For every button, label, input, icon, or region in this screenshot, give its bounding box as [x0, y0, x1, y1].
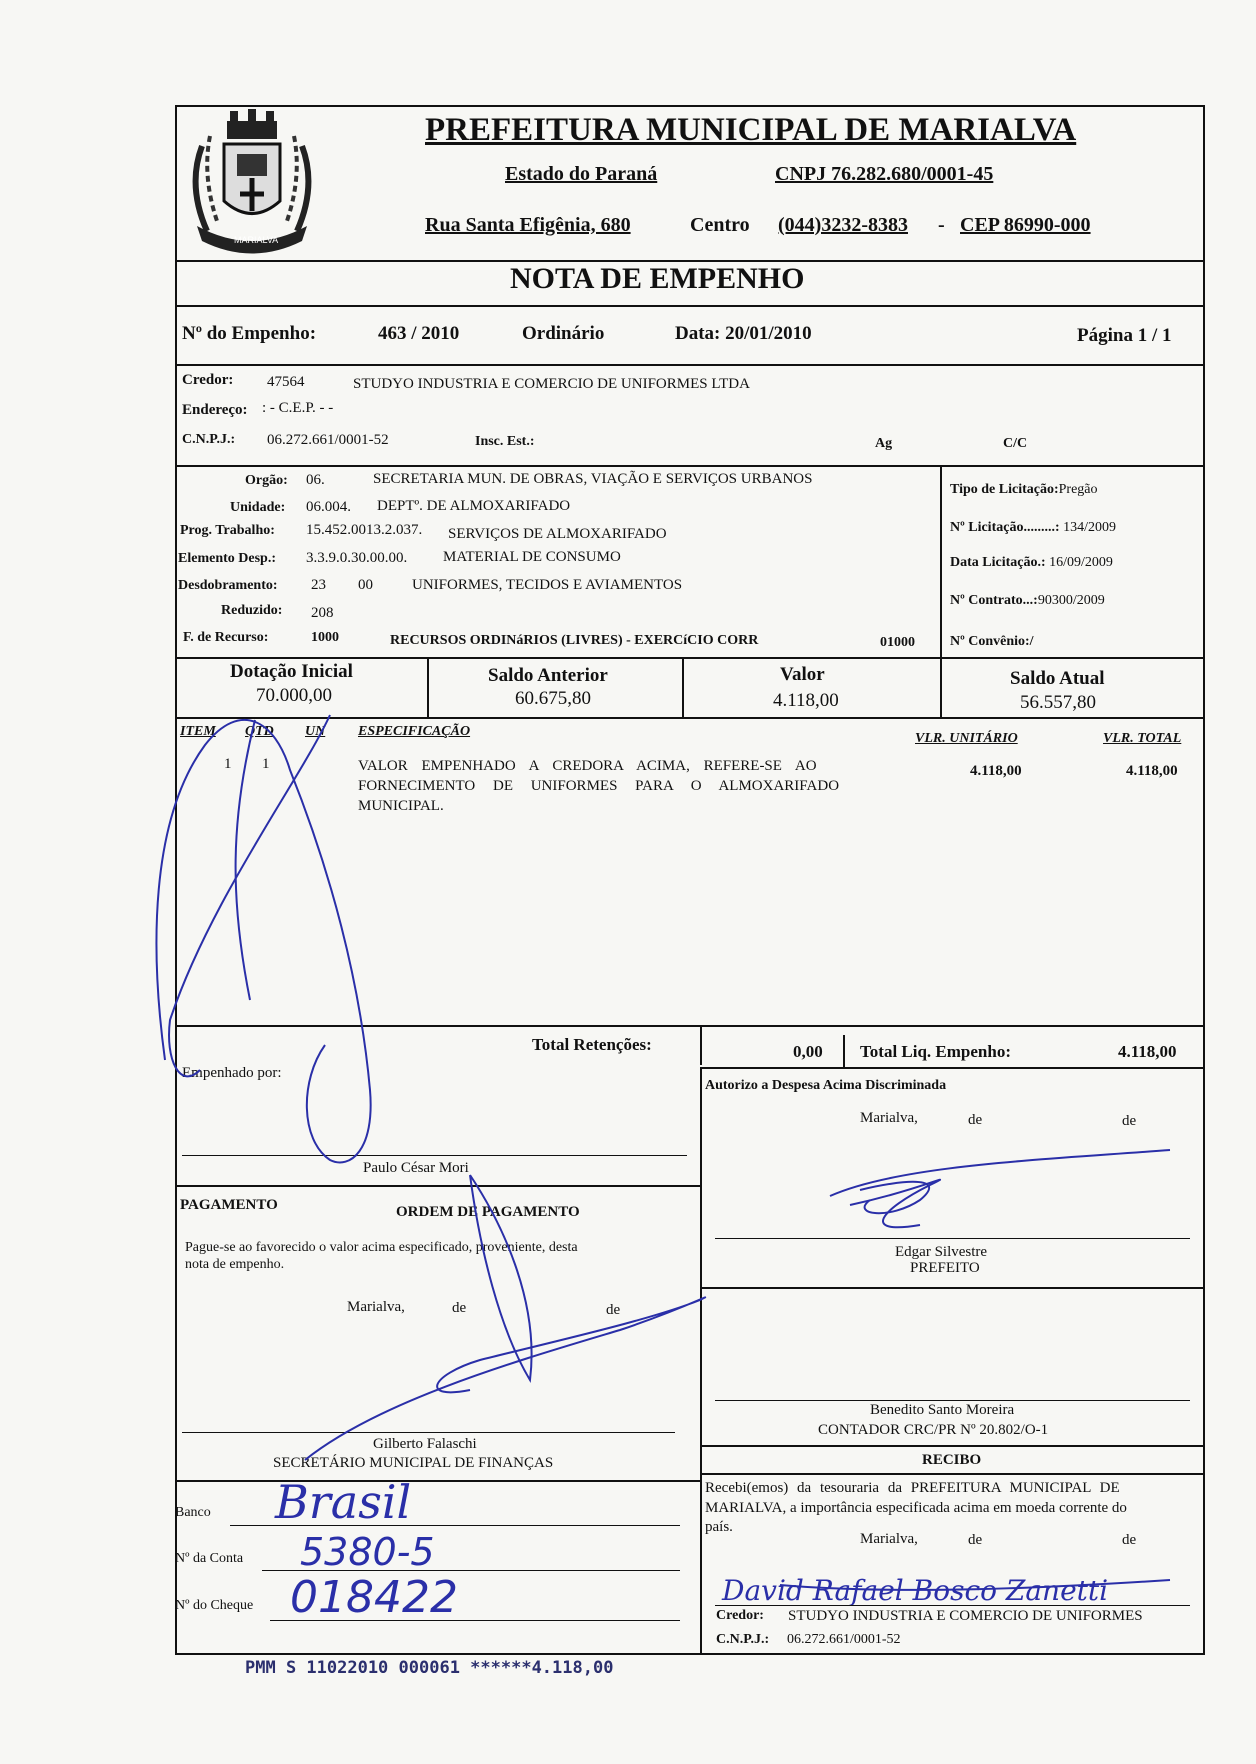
recibo-text2: MARIALVA, a importância especificada acima em moeda corrente do	[705, 1500, 1127, 1516]
cc-label: C/C	[1003, 436, 1028, 451]
recurso-code2: 01000	[880, 635, 915, 650]
recurso-desc: RECURSOS ORDINáRIOS (LIVRES) - EXERCíCIO CORR	[390, 633, 759, 648]
item-desc-line1: VALOR EMPENHADO A CREDORA ACIMA, REFERE-SE AO	[358, 758, 817, 774]
cnpj-label: CNPJ 76.282.680/0001-45	[775, 163, 994, 185]
empenho-date: Data: 20/01/2010	[675, 323, 812, 344]
endereco-label: Endereço:	[182, 402, 248, 418]
recibo-text1: Recebi(emos) da tesouraria da PREFEITURA MUNICIPAL DE	[705, 1480, 1120, 1496]
page-title: PREFEITURA MUNICIPAL DE MARIALVA	[425, 112, 1077, 148]
prog-label: Prog. Trabalho:	[180, 523, 275, 538]
phone-label: (044)3232-8383	[778, 214, 908, 236]
item-unit-value: 4.118,00	[970, 763, 1022, 779]
unidade-code: 06.004.	[306, 499, 351, 515]
saldo-anterior-label: Saldo Anterior	[488, 665, 608, 686]
district-label: Centro	[690, 214, 750, 236]
recibo-text3: país.	[705, 1519, 733, 1535]
empenho-type: Ordinário	[522, 323, 605, 344]
ag-label: Ag	[875, 436, 893, 451]
reduzido-value: 208	[311, 605, 334, 621]
pagamento-de2: de	[606, 1302, 621, 1318]
col-qtd: QTD	[245, 724, 274, 739]
desd-code2: 00	[358, 577, 373, 593]
endereco-value: : - C.E.P. - -	[262, 400, 334, 416]
banco-handwritten: Brasil	[275, 1475, 412, 1529]
saldo-anterior-value: 60.675,80	[515, 688, 591, 709]
credor-cnpj-value: 06.272.661/0001-52	[267, 432, 389, 448]
recibo-city: Marialva,	[860, 1531, 918, 1547]
ordem-pagamento-title: ORDEM DE PAGAMENTO	[396, 1204, 580, 1220]
dotacao-value: 70.000,00	[256, 685, 332, 706]
data-licitacao-label: Data Licitação.:	[950, 555, 1046, 570]
item-qtd: 1	[262, 756, 270, 772]
pagamento-text2: nota de empenho.	[185, 1257, 285, 1272]
orgao-code: 06.	[306, 472, 325, 488]
cheque-handwritten: 018422	[290, 1572, 458, 1623]
recibo-de2: de	[1122, 1532, 1137, 1548]
empenhado-label: Empenhado por:	[182, 1065, 282, 1081]
elem-desc: MATERIAL DE CONSUMO	[443, 549, 621, 565]
col-vlr-total: VLR. TOTAL	[1103, 731, 1182, 746]
empenho-number: 463 / 2010	[378, 323, 460, 344]
item-desc-line2: FORNECIMENTO DE UNIFORMES PARA O ALMOXARIFADO	[358, 778, 840, 794]
orgao-label: Orgão:	[245, 473, 288, 488]
prefeito-name: Edgar Silvestre	[895, 1244, 988, 1260]
recibo-cnpj-label: C.N.P.J.:	[716, 1632, 770, 1647]
valor-value: 4.118,00	[773, 690, 839, 711]
credor-signature: David Rafael Bosco Zanetti	[722, 1574, 1109, 1607]
total-retencoes-value: 0,00	[793, 1042, 823, 1061]
document-title: NOTA DE EMPENHO	[510, 262, 805, 295]
num-licitacao-value: 134/2009	[1063, 520, 1116, 535]
pagamento-city: Marialva,	[347, 1299, 405, 1315]
credor-cnpj-label: C.N.P.J.:	[182, 432, 236, 447]
item-total-value: 4.118,00	[1126, 763, 1178, 779]
orgao-desc: SECRETARIA MUN. DE OBRAS, VIAÇÃO E SERVIÇOS URBANOS	[373, 471, 813, 487]
col-especificacao: ESPECIFICAÇÃO	[358, 724, 471, 739]
desd-desc: UNIFORMES, TECIDOS E AVIAMENTOS	[412, 577, 683, 593]
pagamento-text1: Pague-se ao favorecido o valor acima especificado, proveniente, desta	[185, 1240, 578, 1255]
elem-code: 3.3.9.0.30.00.00.	[306, 550, 408, 566]
total-liq-value: 4.118,00	[1118, 1042, 1177, 1061]
total-liq-label: Total Liq. Empenho:	[860, 1042, 1011, 1061]
data-licitacao-value: 16/09/2009	[1049, 555, 1113, 570]
recibo-cnpj-value: 06.272.661/0001-52	[787, 1632, 901, 1647]
contrato-label: Nº Contrato...:	[950, 593, 1038, 608]
recibo-title: RECIBO	[922, 1452, 982, 1468]
tipo-licitacao-label: Tipo de Licitação:	[950, 482, 1059, 497]
credor-label: Credor:	[182, 372, 234, 388]
prog-code: 15.452.0013.2.037.	[306, 522, 423, 538]
page-number: Página 1 / 1	[1077, 325, 1172, 346]
saldo-atual-label: Saldo Atual	[1010, 668, 1105, 689]
empenhado-name: Paulo César Mori	[363, 1160, 469, 1176]
valor-label: Valor	[780, 664, 825, 685]
reduzido-label: Reduzido:	[221, 603, 283, 618]
address-label: Rua Santa Efigênia, 680	[425, 214, 631, 236]
total-retencoes-label: Total Retenções:	[532, 1035, 652, 1054]
secretario-role: SECRETÁRIO MUNICIPAL DE FINANÇAS	[273, 1455, 554, 1471]
state-label: Estado do Paraná	[505, 163, 658, 185]
desd-code1: 23	[311, 577, 326, 593]
pagamento-de1: de	[452, 1300, 467, 1316]
autorizo-de1: de	[968, 1112, 983, 1128]
header-dash: -	[938, 214, 945, 236]
saldo-atual-value: 56.557,80	[1020, 692, 1096, 713]
col-item: ITEM	[180, 724, 216, 739]
cheque-label: Nº do Cheque	[175, 1598, 254, 1613]
recibo-credor-label: Credor:	[716, 1608, 764, 1623]
recibo-credor-value: STUDYO INDUSTRIA E COMERCIO DE UNIFORMES	[788, 1608, 1143, 1624]
contrato-value: 90300/2009	[1037, 593, 1105, 608]
dotacao-label: Dotação Inicial	[230, 661, 353, 682]
unidade-label: Unidade:	[230, 500, 286, 515]
credor-name: STUDYO INDUSTRIA E COMERCIO DE UNIFORMES LTDA	[353, 376, 750, 392]
recurso-label: F. de Recurso:	[183, 630, 269, 645]
cep-label: CEP 86990-000	[960, 214, 1091, 236]
col-un: UN	[305, 724, 326, 739]
prog-desc: SERVIÇOS DE ALMOXARIFADO	[448, 526, 667, 542]
autorizo-de2: de	[1122, 1113, 1137, 1129]
conta-label: Nº da Conta	[175, 1551, 244, 1566]
credor-code: 47564	[267, 374, 305, 390]
empenho-label: Nº do Empenho:	[182, 323, 317, 344]
elem-label: Elemento Desp.:	[178, 551, 276, 566]
desd-label: Desdobramento:	[178, 578, 278, 593]
item-number: 1	[224, 756, 232, 772]
footer-stamp: PMM S 11022010 000061 ******4.118,00	[245, 1658, 614, 1678]
svg-text:MARIALVA: MARIALVA	[234, 235, 279, 245]
col-vlr-unitario: VLR. UNITÁRIO	[915, 731, 1018, 746]
insc-label: Insc. Est.:	[475, 434, 535, 449]
autorizo-city: Marialva,	[860, 1110, 918, 1126]
pagamento-title: PAGAMENTO	[180, 1197, 278, 1213]
contador-role: CONTADOR CRC/PR Nº 20.802/O-1	[818, 1422, 1049, 1438]
recurso-code: 1000	[311, 630, 339, 645]
secretario-name: Gilberto Falaschi	[373, 1436, 477, 1452]
conta-handwritten: 5380-5	[300, 1530, 435, 1574]
autorizo-title: Autorizo a Despesa Acima Discriminada	[705, 1078, 947, 1093]
num-licitacao-label: Nº Licitação.........:	[950, 520, 1060, 535]
item-desc-line3: MUNICIPAL.	[358, 798, 444, 814]
recibo-de1: de	[968, 1532, 983, 1548]
prefeito-role: PREFEITO	[910, 1260, 980, 1276]
contador-name: Benedito Santo Moreira	[870, 1402, 1015, 1418]
tipo-licitacao-value: Pregão	[1058, 482, 1098, 497]
unidade-desc: DEPTº. DE ALMOXARIFADO	[377, 498, 571, 514]
convenio-label: Nº Convênio:/	[950, 634, 1034, 649]
banco-label: Banco	[175, 1505, 211, 1520]
